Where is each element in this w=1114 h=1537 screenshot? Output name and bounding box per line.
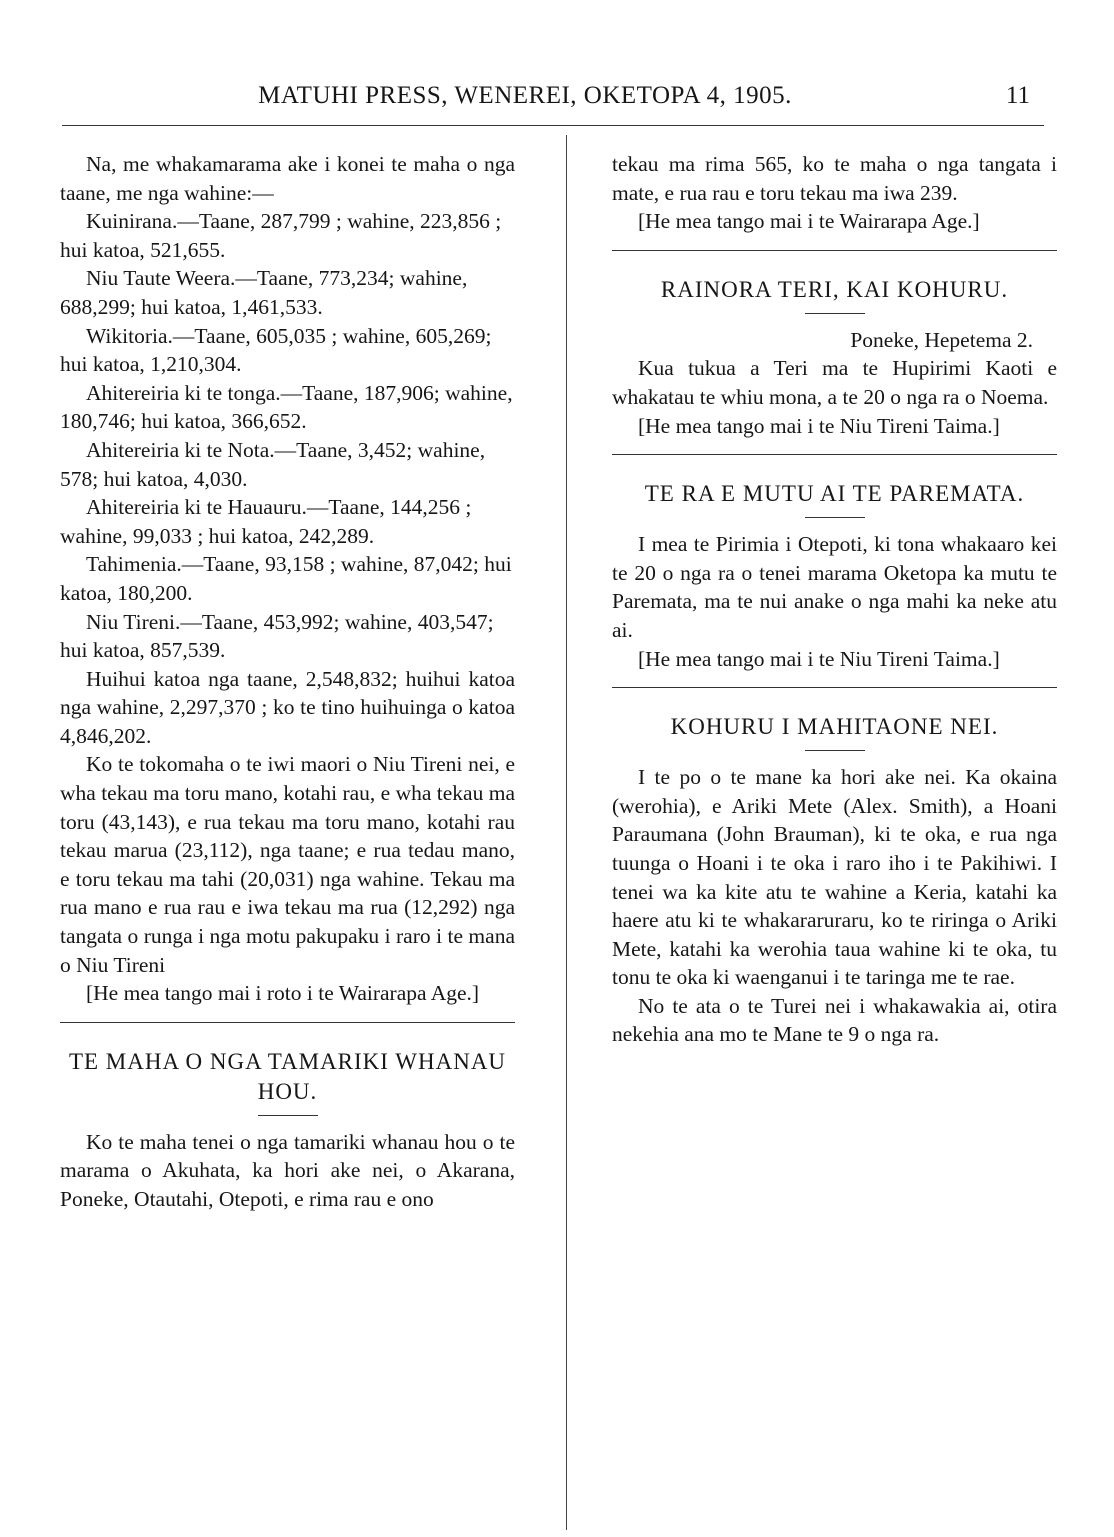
header-rule bbox=[62, 125, 1044, 126]
article-body: Ko te maha tenei o nga tamariki whanau hou o te marama o Akuhata, ka hori ake nei, o Akarana, Poneke, Otautahi, Otepoti, e rima rau e ono bbox=[60, 1129, 515, 1211]
article-heading: TE RA E MUTU AI TE PAREMATA. bbox=[644, 481, 1025, 507]
section-rule bbox=[60, 1022, 515, 1023]
section-rule bbox=[612, 454, 1057, 455]
births-continuation: tekau ma rima 565, ko te maha o nga tangata i mate, e rua rau e toru tekau ma iwa 239. bbox=[612, 152, 1057, 205]
masthead-title: MATUHI PRESS, WENEREI, OKETOPA 4, 1905. bbox=[258, 82, 792, 109]
source-note: [He mea tango mai i roto i te Wairarapa Age.] bbox=[86, 981, 480, 1006]
section-rule bbox=[612, 250, 1057, 251]
stat-tahimenia: Tahimenia.—Taane, 93,158 ; wahine, 87,042; hui katoa, 180,200. bbox=[60, 552, 512, 605]
heading-rule bbox=[805, 750, 865, 751]
article-body: I te po o te mane ka hori ake nei. Ka okaina (werohia), e Ariki Mete (Alex. Smith), a Hoani Paraumana (John Brauman), ki te oka, e rua nga tuunga o Hoani i te oka i raro iho i te Pakihiwi. I tenei wa ka kite atu te wahine a Keria, katahi ka haere atu ki te whakararuraru, ko te riringa o Ariki Mete, katahi ka werohia taua wahine ki te oka, tu tonu te oka ki waenganui i te taringa me te rae. bbox=[612, 765, 1057, 990]
right-column bbox=[612, 150, 1057, 1049]
census-totals: Huihui katoa nga taane, 2,548,832; huihui katoa nga wahine, 2,297,370 ; ko te tino huihuinga o katoa 4,846,202. bbox=[60, 666, 515, 748]
page-number: 11 bbox=[1005, 82, 1030, 109]
census-stats bbox=[60, 207, 515, 665]
census-intro: Na, me whakamarama ake i konei te maha o nga taane, me nga wahine:— bbox=[60, 152, 515, 205]
stat-kuinirana: Kuinirana.—Taane, 287,799 ; wahine, 223,856 ; hui katoa, 521,655. bbox=[60, 209, 502, 262]
stat-ahitereiria-nota: Ahitereiria ki te Nota.—Taane, 3,452; wahine, 578; hui katoa, 4,030. bbox=[60, 437, 486, 491]
stat-ahitereiria-hauauru: Ahitereiria ki te Hauauru.—Taane, 144,256 ; wahine, 99,033 ; hui katoa, 242,289. bbox=[60, 495, 472, 548]
stat-niu-tireni: Niu Tireni.—Taane, 453,992; wahine, 403,547; hui katoa, 857,539. bbox=[60, 609, 494, 663]
heading-rule bbox=[805, 517, 865, 518]
source-note: [He mea tango mai i te Wairarapa Age.] bbox=[638, 209, 980, 234]
stat-wikitoria: Wikitoria.—Taane, 605,035 ; wahine, 605,269; hui katoa, 1,210,304. bbox=[60, 323, 492, 377]
source-note: [He mea tango mai i te Niu Tireni Taima.] bbox=[638, 413, 1000, 438]
article-heading: TE MAHA O NGA TAMARIKI WHANAU HOU. bbox=[68, 1048, 507, 1104]
heading-rule bbox=[258, 1115, 318, 1116]
article-heading: RAINORA TERI, KAI KOHURU. bbox=[660, 276, 1009, 302]
page-header bbox=[60, 82, 1050, 122]
article-heading: KOHURU I MAHITAONE NEI. bbox=[670, 714, 999, 740]
heading-rule bbox=[805, 313, 865, 314]
section-rule bbox=[612, 687, 1057, 688]
article-body: Kua tukua a Teri ma te Hupirimi Kaoti e whakatau te whiu mona, a te 20 o nga ra o Noema. bbox=[612, 356, 1057, 409]
dateline: Poneke, Hepetema 2. bbox=[850, 327, 1033, 352]
column-divider bbox=[566, 135, 567, 1530]
source-note: [He mea tango mai i te Niu Tireni Taima.] bbox=[638, 646, 1000, 671]
stat-ahitereiria-tonga: Ahitereiria ki te tonga.—Taane, 187,906; wahine, 180,746; hui katoa, 366,652. bbox=[60, 380, 513, 434]
left-column bbox=[60, 150, 515, 1214]
article-body: No te ata o te Turei nei i whakawakia ai, otira nekehia ana mo te Mane te 9 o nga ra. bbox=[612, 993, 1057, 1047]
stat-niu-taute-weera: Niu Taute Weera.—Taane, 773,234; wahine, 688,299; hui katoa, 1,461,533. bbox=[60, 266, 468, 319]
article-body: I mea te Pirimia i Otepoti, ki tona whakaaro kei te 20 o nga ra o tenei marama Oketopa ka mutu te Paremata, ma te nui anake o nga mahi ka neke atu ai. bbox=[612, 532, 1057, 642]
maori-population: Ko te tokomaha o te iwi maori o Niu Tireni nei, e wha tekau ma toru mano, kotahi rau, e wha tekau ma toru (43,143), e rua tekau ma toru mano, kotahi rau tekau marua (23,112), nga taane; e rua tedau mano, e toru tekau ma tahi (20,031) nga wahine. Tekau ma rua mano e rua rau e iwa tekau ma rua (12,292) nga tangata o runga i nga motu pakupaku i raro i te mana o Niu Tireni bbox=[60, 752, 515, 977]
